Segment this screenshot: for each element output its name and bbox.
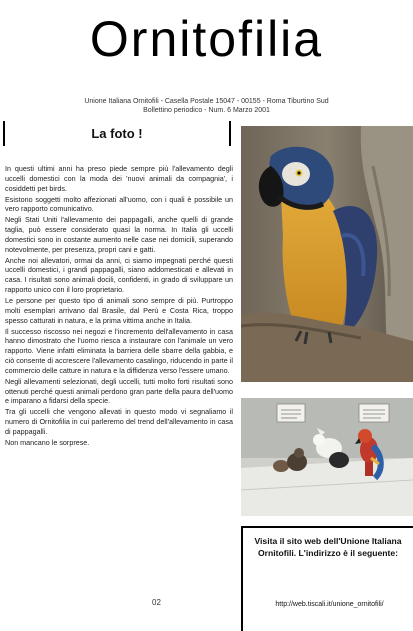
article-paragraph: In questi ultimi anni ha preso piede sempre più l'allevamento degli uccelli domestici con la moda dei 'nuovi animali da compagnia', i cosiddetti pet birds. xyxy=(5,164,233,193)
article-paragraph: Tra gli uccelli che vengono allevati in questo modo vi segnaliamo il numero di Ornitofilia in cui parleremo del trend dell'allevamento in casa di pappagalli. xyxy=(5,407,233,436)
article-paragraph: Esistono soggetti molto affezionati all'uomo, con i quali è possibile un vero rapporto comunicativo. xyxy=(5,194,233,214)
bird-exhibition-photo xyxy=(241,398,413,516)
article-paragraph: Negli allevamenti selezionati, degli uccelli, tutti molto forti risultati sono ottenuti perché questi animali perdono gran parte della paura dell'uomo e imparano a fidarsi della specie. xyxy=(5,376,233,406)
article-paragraph: Negli Stati Uniti l'allevamento dei pappagalli, anche quelli di grande taglia, può essere considerato quasi la norma. In Italia gli uccelli domestici sono in costante aumento nelle case nei domicili, superando notevolmente, per presenza, propri cani e gatti. xyxy=(5,215,233,254)
website-info-text: Visita il sito web dell'Unione Italiana Ornitofili. L'indirizzo è il seguente: xyxy=(254,536,402,558)
article-paragraph: Anche noi allevatori, ormai da anni, ci siamo impegnati perché questi uccelli domestici, i grandi pappagalli, siano addomesticati e allevati in casa. I risultati sono animali docili, confidenti, in grado di sviluppare un rapporto unico con il loro proprietario. xyxy=(5,255,233,295)
page-number: 02 xyxy=(152,598,161,607)
article-paragraph: Non mancano le sorprese. xyxy=(5,437,90,447)
masthead-title: Ornitofilia xyxy=(89,11,324,67)
article-body xyxy=(5,164,233,449)
subtitle-line-2: Bollettino periodico - Num. 6 Marzo 2001 xyxy=(143,107,270,114)
website-url-link[interactable]: http://web.tiscali.it/unione_ornitofili/ xyxy=(275,601,384,608)
article-heading: La foto ! xyxy=(3,121,231,146)
article-paragraph: Le persone per questo tipo di animali sono sempre di più. Purtroppo molti esemplari arrivano dal Brasile, dal Perù e Costa Rica, troppo spesso catturati in natura, e la prima vittima anche in Italia. xyxy=(5,295,233,325)
masthead-subtitle xyxy=(20,97,393,115)
article-paragraph: Il successo riscosso nei negozi e l'incremento dell'allevamento in casa hanno dimostrato che l'uomo riesca a instaurare con l'animale un vero rapporto. Viene infatti eliminata la barriera delle sbarre della gabbia, e ciò consente di accrescere l'allevamento casalingo, riducendo in parte il commercio delle catture in natura e la diffidenza verso l'essere umano. xyxy=(5,326,233,375)
subtitle-line-1: Unione Italiana Ornitofili - Casella Postale 15047 - 00155 - Roma Tiburtino Sud xyxy=(84,98,329,105)
website-info-box xyxy=(241,526,413,631)
macaw-photo xyxy=(241,126,413,382)
